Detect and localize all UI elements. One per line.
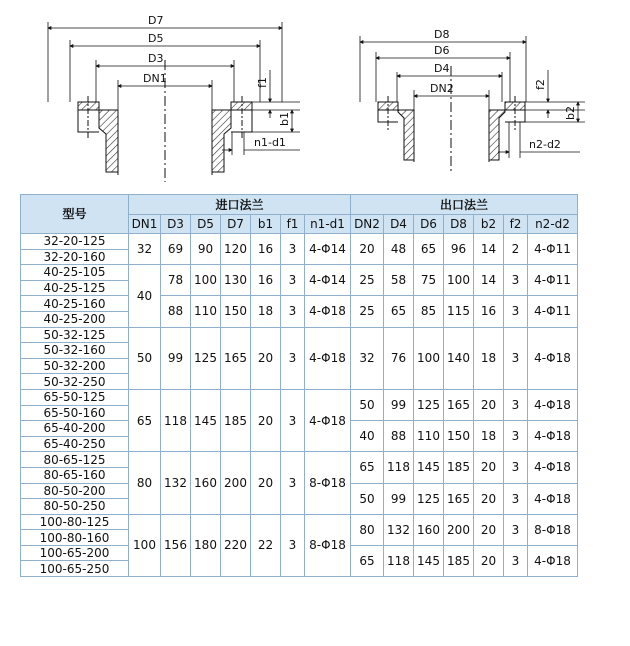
model-cell: 65-50-125 <box>21 389 129 405</box>
model-cell: 40-25-105 <box>21 265 129 281</box>
col-d5: D5 <box>191 215 221 234</box>
col-d6: D6 <box>414 215 444 234</box>
outlet-f2-cell: 3 <box>504 296 528 327</box>
inlet-dn1-cell: 50 <box>129 327 161 389</box>
col-f2: f2 <box>504 215 528 234</box>
inlet-d3-cell: 78 <box>161 265 191 296</box>
outlet-d8-cell: 165 <box>444 483 474 514</box>
inlet-d7-cell: 185 <box>221 389 251 451</box>
label-n2-d2: n2-d2 <box>529 138 561 151</box>
inlet-f1-cell: 3 <box>281 327 305 389</box>
table-row <box>21 327 578 343</box>
inlet-nd-cell: 4-Φ18 <box>305 389 351 451</box>
outlet-d8-cell: 140 <box>444 327 474 389</box>
outlet-b2-cell: 14 <box>474 234 504 265</box>
label-d4: D4 <box>434 62 450 75</box>
label-d5: D5 <box>148 32 164 45</box>
inlet-b1-cell: 20 <box>251 452 281 514</box>
inlet-d7-cell: 120 <box>221 234 251 265</box>
outlet-b2-cell: 14 <box>474 265 504 296</box>
outlet-dn2-cell: 32 <box>351 327 384 389</box>
inlet-d5-cell: 100 <box>191 265 221 296</box>
model-cell: 50-32-250 <box>21 374 129 390</box>
inlet-d5-cell: 90 <box>191 234 221 265</box>
col-dn2: DN2 <box>351 215 384 234</box>
inlet-d7-cell: 220 <box>221 514 251 576</box>
inlet-nd-cell: 8-Φ18 <box>305 514 351 576</box>
table-row <box>21 452 578 468</box>
outlet-f2-cell: 3 <box>504 452 528 483</box>
model-cell: 40-25-125 <box>21 280 129 296</box>
outlet-d8-cell: 185 <box>444 452 474 483</box>
model-cell: 50-32-200 <box>21 358 129 374</box>
outlet-d4-cell: 65 <box>384 296 414 327</box>
inlet-d5-cell: 125 <box>191 327 221 389</box>
inlet-f1-cell: 3 <box>281 234 305 265</box>
label-f2: f2 <box>534 79 547 90</box>
outlet-nd-cell: 4-Φ18 <box>528 389 578 420</box>
outlet-d8-cell: 150 <box>444 421 474 452</box>
outlet-f2-cell: 2 <box>504 234 528 265</box>
label-f1: f1 <box>256 77 269 88</box>
model-cell: 65-50-160 <box>21 405 129 421</box>
outlet-d4-cell: 58 <box>384 265 414 296</box>
model-cell: 80-65-160 <box>21 467 129 483</box>
outlet-d4-cell: 48 <box>384 234 414 265</box>
outlet-dn2-cell: 65 <box>351 545 384 576</box>
flange-spec-table <box>20 194 578 577</box>
outlet-dn2-cell: 25 <box>351 296 384 327</box>
inlet-d3-cell: 99 <box>161 327 191 389</box>
outlet-nd-cell: 4-Φ18 <box>528 483 578 514</box>
outlet-b2-cell: 16 <box>474 296 504 327</box>
inlet-dn1-cell: 80 <box>129 452 161 514</box>
label-b2: b2 <box>564 106 577 120</box>
outlet-d6-cell: 85 <box>414 296 444 327</box>
header-inlet-flange: 进口法兰 <box>129 195 351 215</box>
outlet-d6-cell: 65 <box>414 234 444 265</box>
outlet-nd-cell: 4-Φ18 <box>528 421 578 452</box>
outlet-f2-cell: 3 <box>504 389 528 420</box>
inlet-d7-cell: 165 <box>221 327 251 389</box>
model-cell: 65-40-200 <box>21 421 129 437</box>
model-cell: 50-32-160 <box>21 343 129 359</box>
outlet-dn2-cell: 50 <box>351 389 384 420</box>
outlet-f2-cell: 3 <box>504 545 528 576</box>
inlet-f1-cell: 3 <box>281 452 305 514</box>
inlet-d7-cell: 200 <box>221 452 251 514</box>
inlet-f1-cell: 3 <box>281 265 305 296</box>
table-row <box>21 234 578 250</box>
outlet-d4-cell: 99 <box>384 483 414 514</box>
outlet-nd-cell: 4-Φ18 <box>528 452 578 483</box>
inlet-f1-cell: 3 <box>281 296 305 327</box>
inlet-flange-drawing <box>48 14 300 182</box>
outlet-dn2-cell: 65 <box>351 452 384 483</box>
outlet-nd-cell: 8-Φ18 <box>528 514 578 545</box>
inlet-f1-cell: 3 <box>281 389 305 451</box>
table-row <box>21 514 578 530</box>
outlet-d4-cell: 99 <box>384 389 414 420</box>
outlet-d4-cell: 132 <box>384 514 414 545</box>
col-d8: D8 <box>444 215 474 234</box>
col-d3: D3 <box>161 215 191 234</box>
outlet-d4-cell: 118 <box>384 452 414 483</box>
outlet-nd-cell: 4-Φ11 <box>528 296 578 327</box>
outlet-dn2-cell: 40 <box>351 421 384 452</box>
outlet-b2-cell: 18 <box>474 421 504 452</box>
outlet-d8-cell: 185 <box>444 545 474 576</box>
outlet-d8-cell: 165 <box>444 389 474 420</box>
outlet-flange-drawing <box>360 28 585 172</box>
label-n1-d1: n1-d1 <box>254 136 286 149</box>
outlet-f2-cell: 3 <box>504 421 528 452</box>
outlet-d4-cell: 88 <box>384 421 414 452</box>
outlet-d6-cell: 75 <box>414 265 444 296</box>
outlet-f2-cell: 3 <box>504 514 528 545</box>
outlet-d4-cell: 118 <box>384 545 414 576</box>
model-cell: 100-65-250 <box>21 561 129 577</box>
label-d8: D8 <box>434 28 450 41</box>
model-cell: 80-50-250 <box>21 499 129 515</box>
outlet-d8-cell: 96 <box>444 234 474 265</box>
col-d7: D7 <box>221 215 251 234</box>
outlet-d6-cell: 100 <box>414 327 444 389</box>
outlet-d6-cell: 110 <box>414 421 444 452</box>
outlet-dn2-cell: 50 <box>351 483 384 514</box>
inlet-b1-cell: 16 <box>251 234 281 265</box>
label-d7: D7 <box>148 14 164 27</box>
model-cell: 40-25-160 <box>21 296 129 312</box>
inlet-d5-cell: 180 <box>191 514 221 576</box>
inlet-d7-cell: 150 <box>221 296 251 327</box>
outlet-d4-cell: 76 <box>384 327 414 389</box>
outlet-f2-cell: 3 <box>504 327 528 389</box>
outlet-f2-cell: 3 <box>504 265 528 296</box>
inlet-b1-cell: 20 <box>251 389 281 451</box>
col-n2-d2: n2-d2 <box>528 215 578 234</box>
inlet-d3-cell: 118 <box>161 389 191 451</box>
inlet-dn1-cell: 40 <box>129 265 161 327</box>
outlet-d8-cell: 115 <box>444 296 474 327</box>
inlet-nd-cell: 4-Φ18 <box>305 296 351 327</box>
inlet-d7-cell: 130 <box>221 265 251 296</box>
model-cell: 80-50-200 <box>21 483 129 499</box>
flange-drawings <box>0 0 630 190</box>
outlet-b2-cell: 20 <box>474 483 504 514</box>
table-row <box>21 265 578 281</box>
inlet-nd-cell: 4-Φ14 <box>305 234 351 265</box>
outlet-nd-cell: 4-Φ18 <box>528 327 578 389</box>
col-dn1: DN1 <box>129 215 161 234</box>
inlet-f1-cell: 3 <box>281 514 305 576</box>
model-cell: 32-20-125 <box>21 234 129 250</box>
inlet-nd-cell: 4-Φ18 <box>305 327 351 389</box>
inlet-dn1-cell: 32 <box>129 234 161 265</box>
model-cell: 100-80-125 <box>21 514 129 530</box>
outlet-f2-cell: 3 <box>504 483 528 514</box>
outlet-d6-cell: 160 <box>414 514 444 545</box>
label-b1: b1 <box>278 112 291 126</box>
label-dn2: DN2 <box>430 82 454 95</box>
col-d4: D4 <box>384 215 414 234</box>
col-b2: b2 <box>474 215 504 234</box>
outlet-d8-cell: 200 <box>444 514 474 545</box>
inlet-nd-cell: 8-Φ18 <box>305 452 351 514</box>
model-cell: 32-20-160 <box>21 249 129 265</box>
outlet-b2-cell: 20 <box>474 389 504 420</box>
outlet-d6-cell: 125 <box>414 483 444 514</box>
model-cell: 65-40-250 <box>21 436 129 452</box>
inlet-b1-cell: 16 <box>251 265 281 296</box>
col-n1-d1: n1-d1 <box>305 215 351 234</box>
model-cell: 80-65-125 <box>21 452 129 468</box>
inlet-dn1-cell: 65 <box>129 389 161 451</box>
inlet-d5-cell: 110 <box>191 296 221 327</box>
outlet-dn2-cell: 80 <box>351 514 384 545</box>
label-d6: D6 <box>434 44 450 57</box>
outlet-dn2-cell: 25 <box>351 265 384 296</box>
outlet-b2-cell: 20 <box>474 545 504 576</box>
col-f1: f1 <box>281 215 305 234</box>
inlet-dn1-cell: 100 <box>129 514 161 576</box>
outlet-nd-cell: 4-Φ18 <box>528 545 578 576</box>
inlet-b1-cell: 22 <box>251 514 281 576</box>
header-model: 型号 <box>21 195 129 234</box>
outlet-nd-cell: 4-Φ11 <box>528 234 578 265</box>
label-d3: D3 <box>148 52 164 65</box>
inlet-d3-cell: 88 <box>161 296 191 327</box>
outlet-b2-cell: 20 <box>474 514 504 545</box>
inlet-d5-cell: 160 <box>191 452 221 514</box>
table-row <box>21 389 578 405</box>
outlet-d6-cell: 145 <box>414 452 444 483</box>
inlet-nd-cell: 4-Φ14 <box>305 265 351 296</box>
outlet-d8-cell: 100 <box>444 265 474 296</box>
outlet-dn2-cell: 20 <box>351 234 384 265</box>
inlet-b1-cell: 20 <box>251 327 281 389</box>
outlet-d6-cell: 125 <box>414 389 444 420</box>
table-row <box>21 296 578 312</box>
inlet-d3-cell: 69 <box>161 234 191 265</box>
model-cell: 40-25-200 <box>21 311 129 327</box>
model-cell: 100-80-160 <box>21 530 129 546</box>
col-b1: b1 <box>251 215 281 234</box>
inlet-d3-cell: 132 <box>161 452 191 514</box>
label-dn1: DN1 <box>143 72 167 85</box>
outlet-nd-cell: 4-Φ11 <box>528 265 578 296</box>
outlet-b2-cell: 18 <box>474 327 504 389</box>
header-outlet-flange: 出口法兰 <box>351 195 578 215</box>
outlet-d6-cell: 145 <box>414 545 444 576</box>
inlet-b1-cell: 18 <box>251 296 281 327</box>
outlet-b2-cell: 20 <box>474 452 504 483</box>
inlet-d5-cell: 145 <box>191 389 221 451</box>
model-cell: 100-65-200 <box>21 545 129 561</box>
inlet-d3-cell: 156 <box>161 514 191 576</box>
model-cell: 50-32-125 <box>21 327 129 343</box>
